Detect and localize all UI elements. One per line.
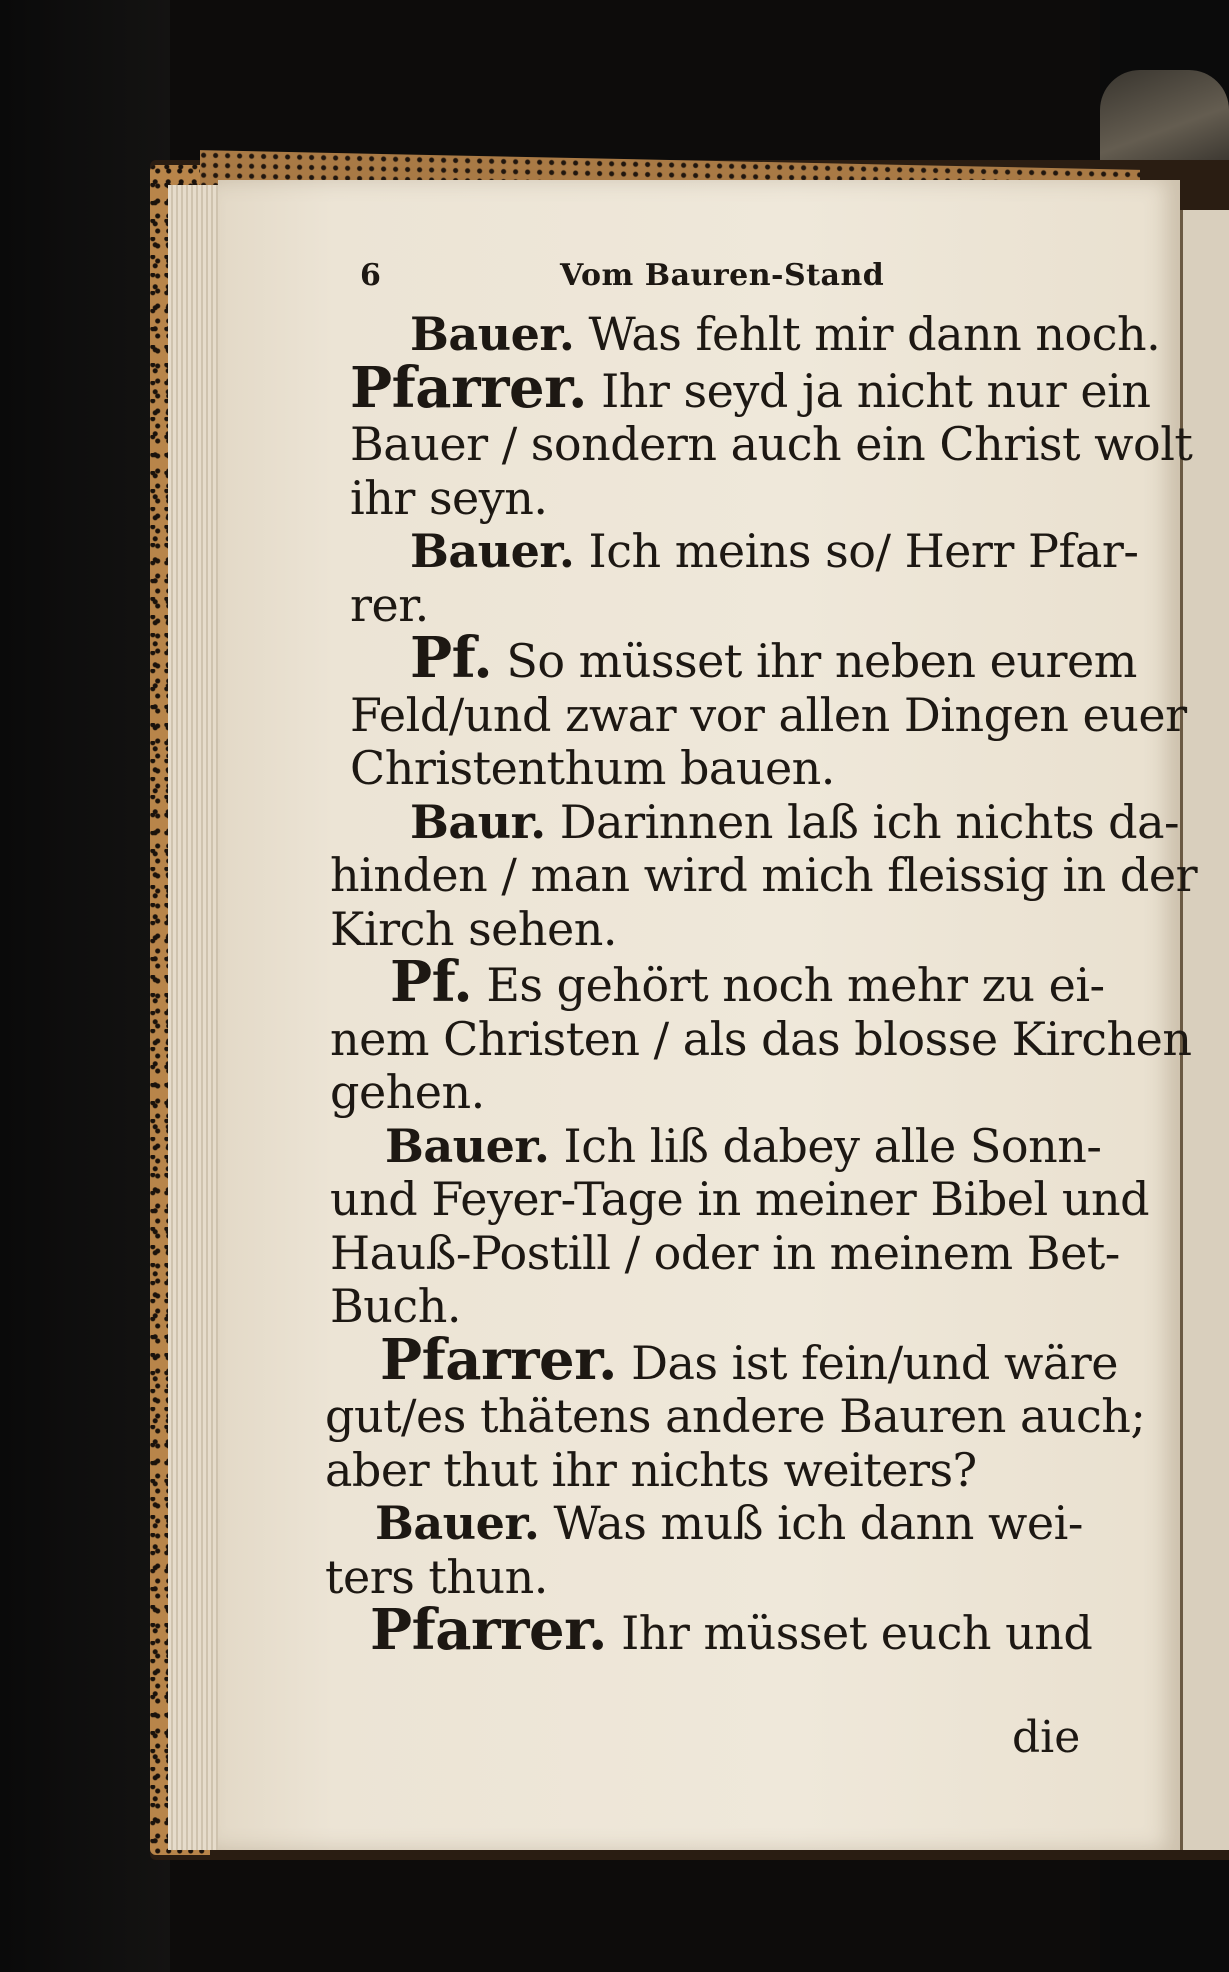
line-text: hinden / man wird mich fleissig in der [330, 848, 1198, 902]
text-line [330, 1280, 1120, 1334]
speaker-label: Pfarrer. [380, 1326, 617, 1393]
line-text: Feld/und zwar vor allen Dingen euer [350, 687, 1187, 742]
text-line [330, 354, 1151, 421]
text-line [330, 1066, 1120, 1120]
line-text: ihr seyn. [350, 470, 548, 525]
text-line [330, 1227, 1120, 1281]
line-text: gut/es thätens andere Bauren auch; [325, 1389, 1146, 1443]
text-line [330, 1172, 1150, 1227]
text-line [330, 1497, 1120, 1551]
text-line [330, 579, 1120, 633]
line-text: nem Christen / als das blosse Kirchen [330, 1011, 1192, 1066]
text-line [330, 524, 1139, 579]
speaker-label: Bauer. [385, 1118, 550, 1173]
line-text: und Feyer-Tage in meiner Bibel und [330, 1172, 1150, 1226]
speaker-label: Pf. [390, 949, 473, 1015]
line-text: Bauer / sondern auch ein Christ wolt [350, 417, 1193, 471]
line-text: Christenthum bauen. [350, 741, 835, 795]
text-line [330, 742, 1120, 796]
line-text: Ihr seyd ja nicht nur ein [586, 363, 1151, 418]
dark-background-left [0, 0, 170, 1972]
line-text: Das ist fein/und wäre [616, 1335, 1118, 1390]
speaker-label: Pfarrer. [370, 1597, 607, 1663]
line-text: ters thun. [325, 1549, 548, 1604]
line-text: Kirch sehen. [330, 901, 618, 956]
page-number: 6 [360, 258, 381, 293]
page-text [325, 258, 1198, 1663]
text-line [325, 1444, 1120, 1498]
dialogue-lines [325, 307, 1198, 1663]
text-line [330, 472, 1120, 526]
speaker-label: Bauer. [375, 1496, 540, 1550]
line-text: Ich meins so/ Herr Pfar- [574, 524, 1139, 578]
speaker-label: Baur. [410, 794, 546, 849]
text-line [330, 848, 1198, 903]
catchword: die [1012, 1712, 1081, 1763]
line-text: Ihr müsset euch und [606, 1606, 1093, 1660]
line-text: rer. [350, 577, 429, 632]
text-line [330, 307, 1161, 362]
line-text: Was fehlt mir dann noch. [574, 307, 1161, 361]
speaker-label: Bauer. [410, 307, 575, 361]
text-line [330, 903, 1120, 957]
text-line [330, 625, 1137, 691]
text-line [330, 1597, 1120, 1663]
line-text: Hauß-Postill / oder in meinem Bet- [330, 1225, 1120, 1280]
line-text: Ich liß dabey alle Sonn- [549, 1118, 1102, 1173]
speaker-label: Bauer. [410, 524, 575, 578]
page-header [330, 258, 1120, 298]
line-text: Es gehört noch mehr zu ei- [472, 958, 1105, 1012]
text-line [330, 417, 1193, 472]
text-line [330, 1120, 1120, 1174]
line-text: Buch. [330, 1279, 461, 1333]
line-text: So müsset ihr neben eurem [492, 634, 1137, 688]
speaker-label: Pf. [410, 625, 493, 691]
text-line [325, 1389, 1146, 1444]
text-line [330, 794, 1180, 850]
text-line [330, 1326, 1120, 1393]
text-line [330, 949, 1120, 1015]
text-line [325, 1551, 1120, 1605]
text-line [330, 687, 1187, 743]
speaker-label: Pfarrer. [350, 354, 587, 421]
line-text: Darinnen laß ich nichts da- [545, 794, 1180, 849]
running-title: Vom Bauren-Stand [560, 258, 885, 293]
text-line [330, 1011, 1192, 1067]
line-text: aber thut ihr nichts weiters? [325, 1442, 977, 1497]
line-text: Was muß ich dann wei- [539, 1496, 1083, 1550]
line-text: gehen. [330, 1065, 485, 1119]
